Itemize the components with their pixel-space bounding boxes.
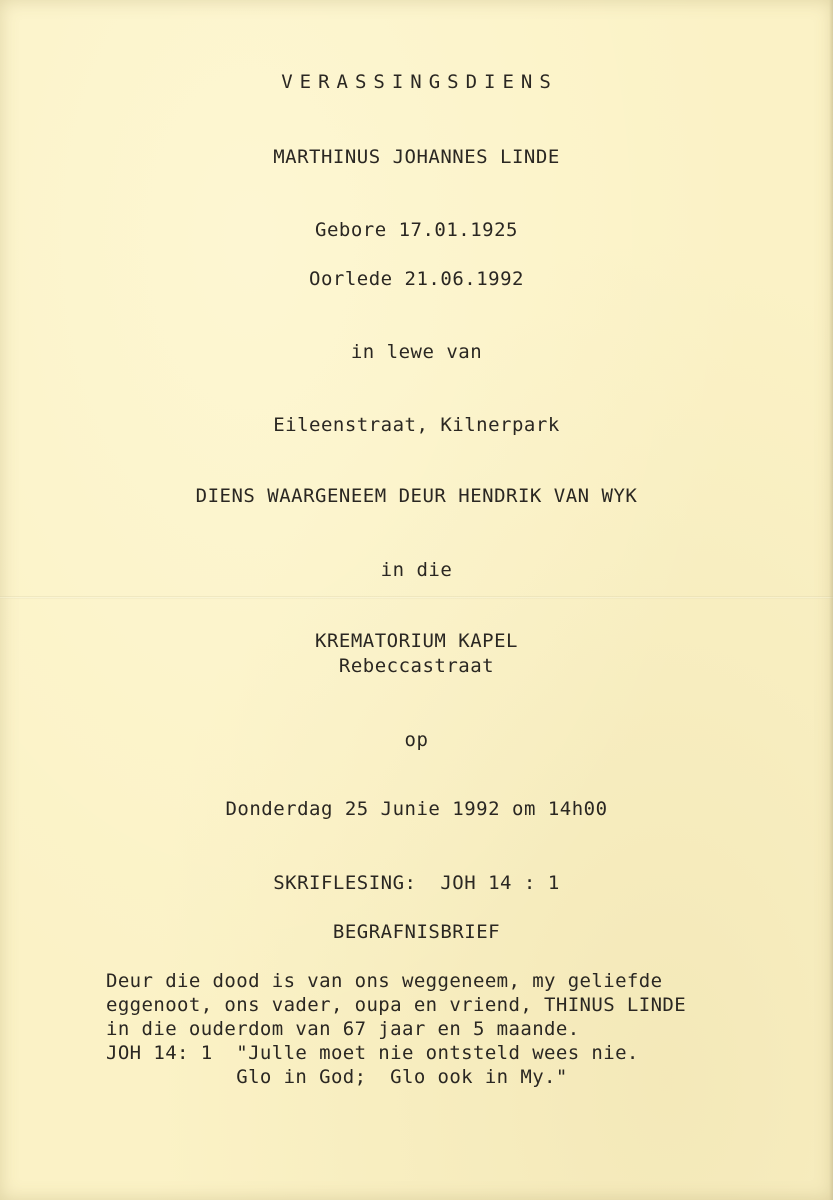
letter-line: JOH 14: 1 "Julle moet nie ontsteld wees nie. — [106, 1042, 639, 1064]
death-date: Oorlede 21.06.1992 — [309, 268, 524, 290]
paper-edge — [829, 0, 833, 1200]
officiant-line: DIENS WAARGENEEM DEUR HENDRIK VAN WYK — [195, 485, 638, 507]
letter-line: Deur die dood is van ons weggeneem, my geliefde — [106, 970, 663, 992]
venue-name: KREMATORIUM KAPEL — [315, 630, 518, 652]
venue-street: Rebeccastraat — [338, 655, 495, 677]
birth-date: Gebore 17.01.1925 — [315, 219, 518, 241]
on-label: op — [404, 729, 429, 751]
scripture-reading: SKRIFLESING: JOH 14 : 1 — [273, 872, 560, 894]
lived-at-label: in lewe van — [350, 341, 483, 363]
letter-line: in die ouderdom van 67 jaar en 5 maande. — [106, 1018, 580, 1040]
location-label: in die — [380, 559, 453, 581]
paper-fold-line — [0, 596, 833, 599]
service-date-time: Donderdag 25 Junie 1992 om 14h00 — [225, 798, 608, 820]
home-address: Eileenstraat, Kilnerpark — [273, 414, 560, 436]
letter-line: Glo in God; Glo ook in My." — [106, 1066, 568, 1088]
letter-title: BEGRAFNISBRIEF — [332, 921, 501, 943]
deceased-name: MARTHINUS JOHANNES LINDE — [273, 146, 560, 168]
service-heading: VERASSINGSDIENS — [281, 71, 558, 93]
letter-line: eggenoot, ons vader, oupa en vriend, THINUS LINDE — [106, 994, 687, 1016]
